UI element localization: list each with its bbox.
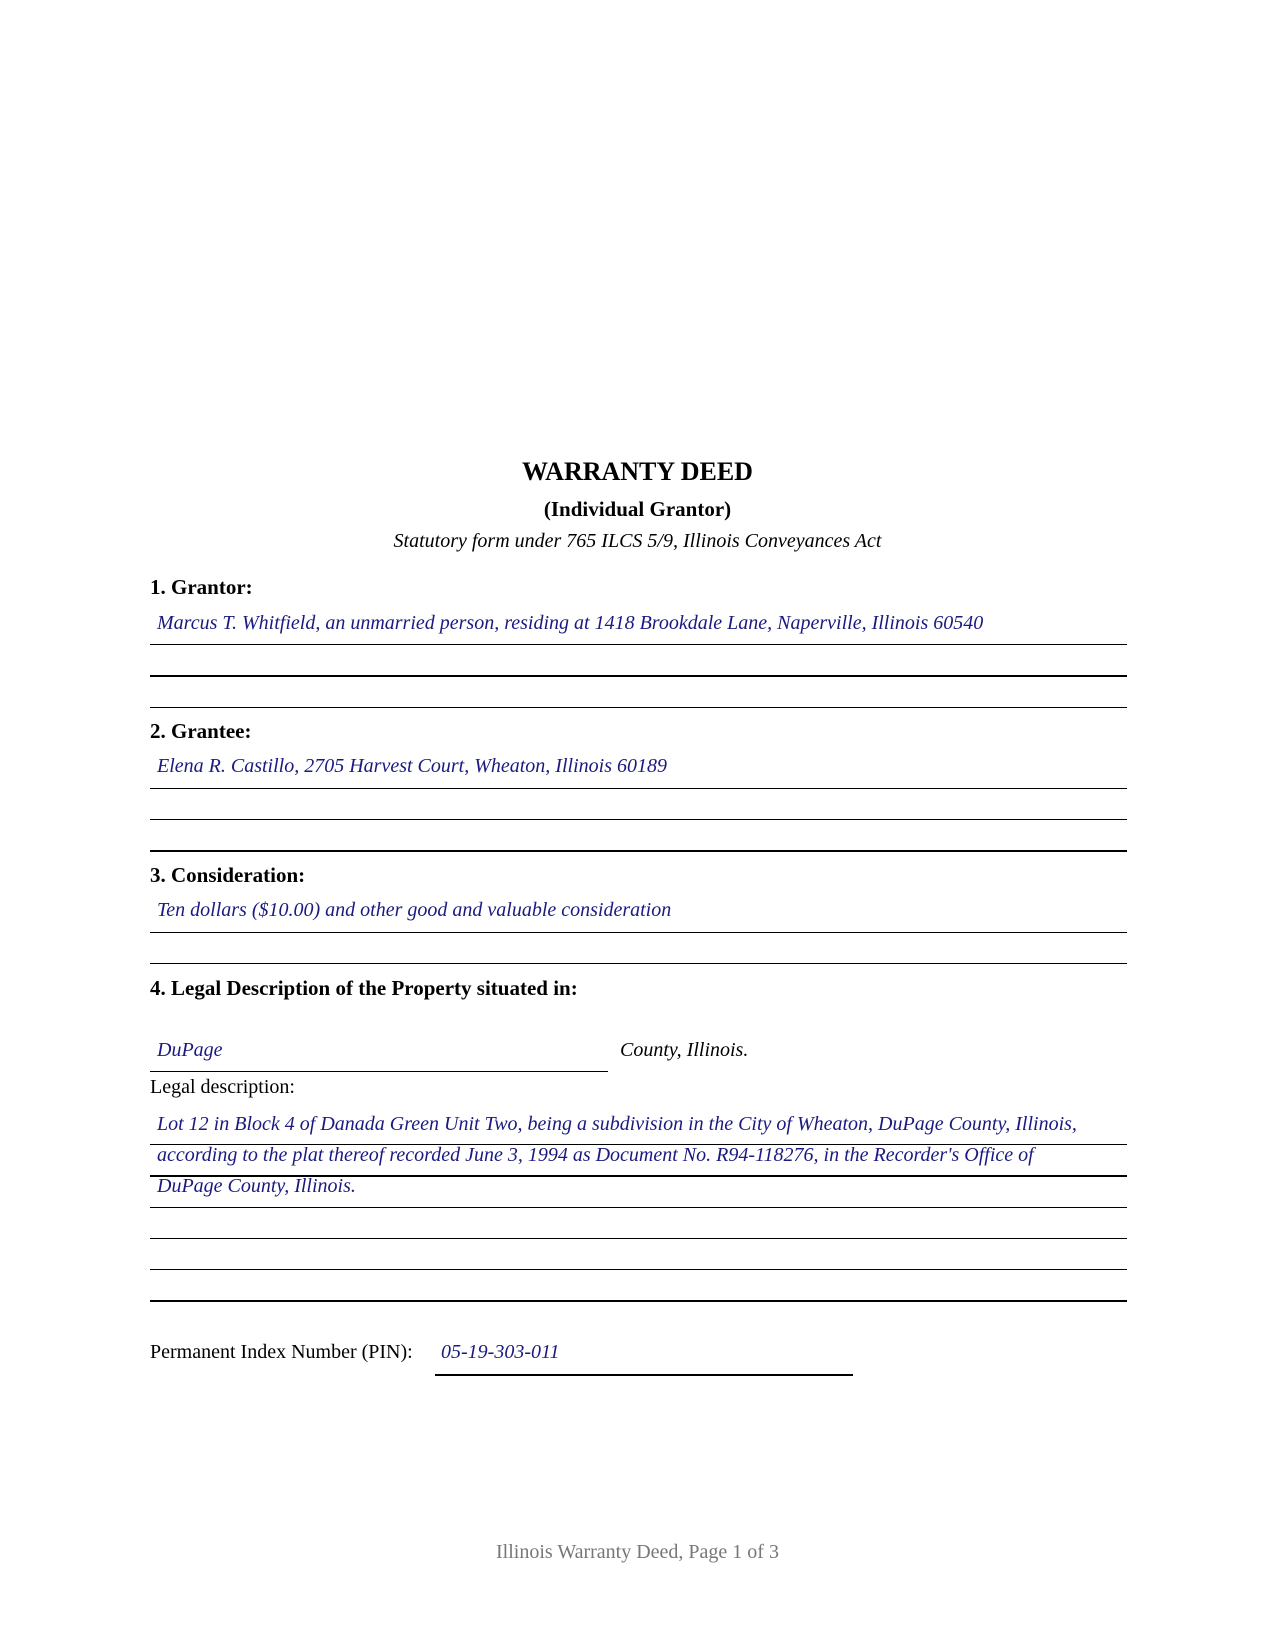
grantor-heading: 1. Grantor: — [150, 575, 253, 599]
grantee-line-2 — [150, 819, 1127, 820]
legal-description-rule-5 — [150, 1269, 1127, 1270]
consideration-heading: 3. Consideration: — [150, 863, 306, 887]
consideration-field[interactable]: Ten dollars ($10.00) and other good and valuable consideration — [157, 899, 672, 921]
legal-description-line-3[interactable]: DuPage County, Illinois. — [157, 1175, 356, 1197]
county-line — [150, 1071, 608, 1072]
grantor-line-2 — [150, 675, 1127, 677]
grantee-heading: 2. Grantee: — [150, 719, 252, 743]
legal-description-rule-4 — [150, 1238, 1127, 1239]
grantee-line-1 — [150, 788, 1127, 789]
document-subtitle: (Individual Grantor) — [543, 497, 732, 521]
legal-description-heading: 4. Legal Description of the Property situated in: — [150, 976, 578, 1000]
pin-field[interactable]: 05-19-303-011 — [441, 1341, 560, 1363]
consideration-line-2 — [150, 963, 1127, 964]
grantor-field[interactable]: Marcus T. Whitfield, an unmarried person, residing at 1418 Brookdale Lane, Naperville, Illinois 60540 — [157, 612, 984, 634]
legal-description-rule-3 — [150, 1207, 1127, 1208]
legal-description-rule-6 — [150, 1300, 1127, 1302]
grantee-field[interactable]: Elena R. Castillo, 2705 Harvest Court, Wheaton, Illinois 60189 — [157, 755, 667, 777]
county-field[interactable]: DuPage — [157, 1039, 223, 1061]
grantor-line-1 — [150, 644, 1127, 645]
consideration-line-1 — [150, 932, 1127, 933]
page-footer: Illinois Warranty Deed, Page 1 of 3 — [496, 1541, 779, 1563]
statute-reference: Statutory form under 765 ILCS 5/9, Illinois Conveyances Act — [393, 530, 882, 552]
county-suffix: County, Illinois. — [620, 1039, 749, 1061]
legal-description-label: Legal description: — [150, 1076, 295, 1098]
legal-description-line-2[interactable]: according to the plat thereof recorded June 3, 1994 as Document No. R94-118276, in the Recorder's Office of — [157, 1144, 1034, 1166]
grantor-line-3 — [150, 707, 1127, 708]
pin-label: Permanent Index Number (PIN): — [150, 1341, 413, 1363]
legal-description-line-1[interactable]: Lot 12 in Block 4 of Danada Green Unit Two, being a subdivision in the City of Wheaton, DuPage County, Illinois, — [157, 1113, 1077, 1135]
pin-line — [435, 1374, 853, 1376]
document-title: WARRANTY DEED — [522, 457, 753, 486]
grantee-line-3 — [150, 850, 1127, 852]
